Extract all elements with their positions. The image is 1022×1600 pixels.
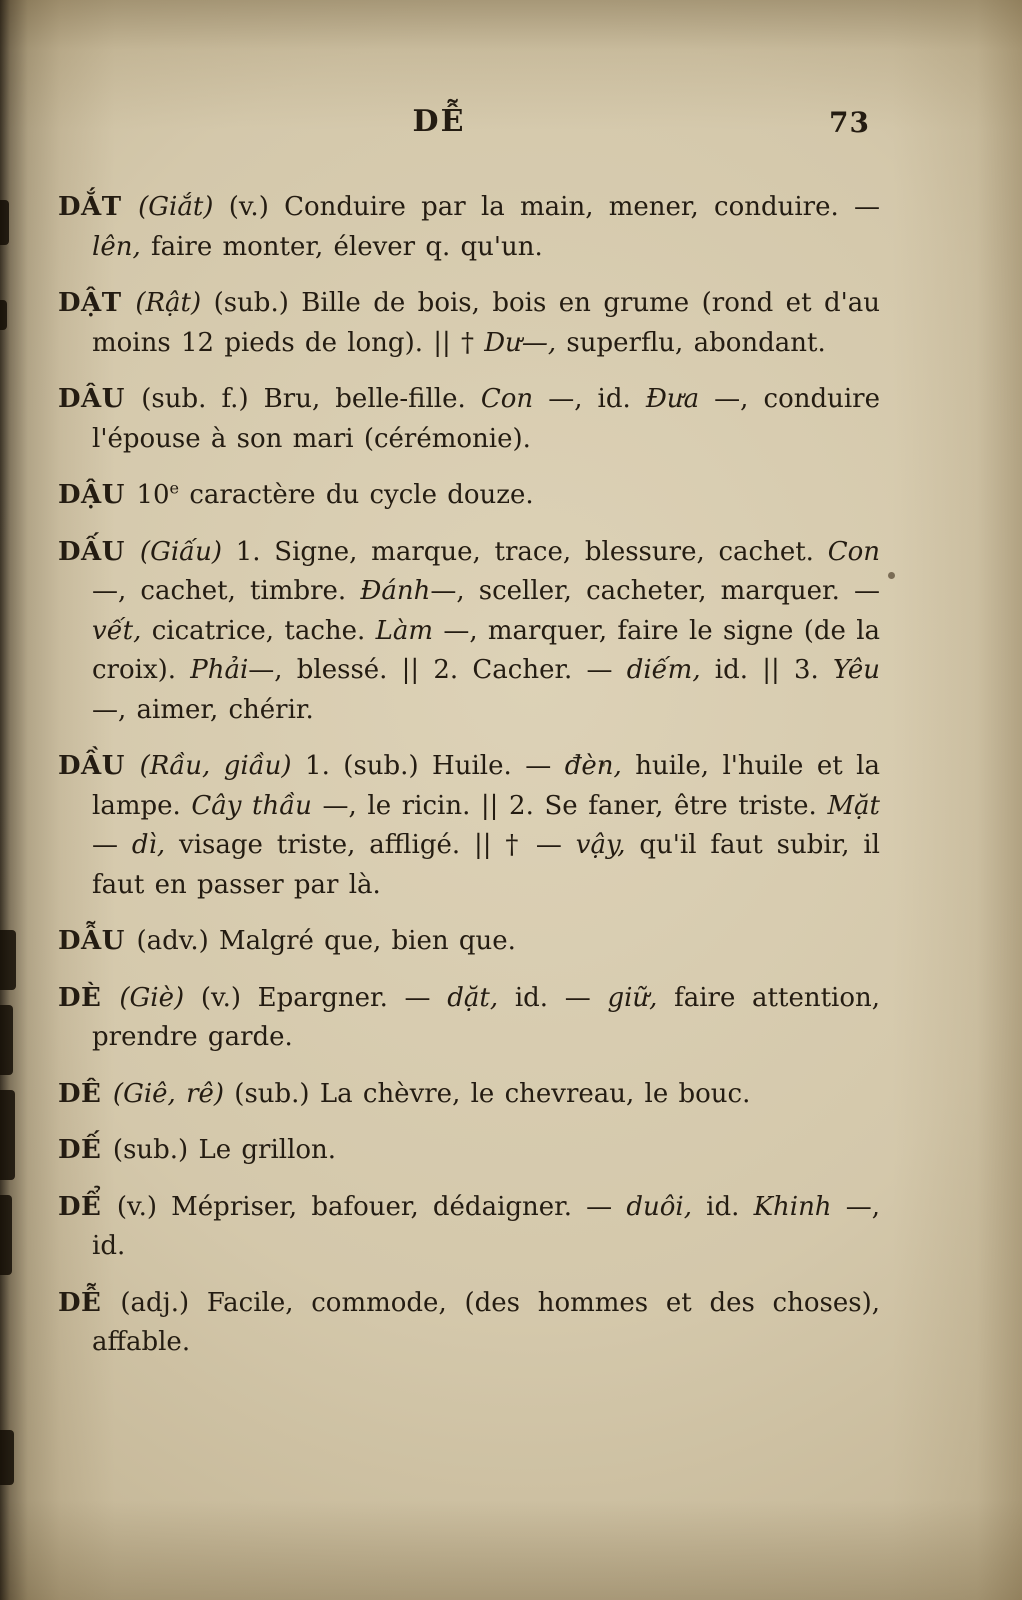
dictionary-entry — [58, 188, 880, 267]
entry-headword: DẪU — [58, 926, 137, 957]
entry-text-run: dặt, — [447, 982, 515, 1013]
dictionary-entry — [58, 922, 880, 962]
entry-text-run: id. — [706, 1191, 754, 1222]
entry-text-run: —, le ricin. || 2. Se faner, être triste. — [322, 790, 828, 821]
entry-headword: DẬT — [58, 288, 136, 319]
entry-text-run: —, sceller, cacheter, marquer. — — [430, 576, 881, 607]
entry-text-run: (Giấu) — [139, 536, 236, 567]
entry-headword: DẤU — [58, 536, 140, 567]
entry-text-run: duôi, — [626, 1191, 707, 1222]
entry-text-run: caractère du cycle douze. — [179, 480, 534, 511]
entry-text-run: —, id. — [92, 1191, 880, 1262]
entry-text-run: (v.) Mépriser, bafouer, dédaigner. — — [116, 1191, 627, 1222]
entry-headword: DỂ — [58, 1191, 117, 1222]
dictionary-entry — [58, 1131, 880, 1171]
entry-text-run: faire monter, élever q. qu'un. — [150, 231, 543, 262]
entry-text-run: (sub. f.) Bru, belle-fille. — [141, 384, 481, 415]
entry-headword: DẦU — [58, 751, 140, 782]
entry-text-run: Con — [827, 536, 880, 567]
dictionary-entry — [58, 979, 880, 1058]
entry-text-run: Đánh — [360, 576, 431, 607]
entry-text-run: dì, — [131, 830, 179, 861]
entry-text-run: (Rật) — [135, 288, 214, 319]
text-block — [58, 104, 880, 1380]
entry-text-run: (Giè) — [119, 982, 201, 1013]
page-number: 73 — [829, 106, 870, 139]
page-edge-mark — [0, 1090, 15, 1180]
entry-text-run: —, conduire l'épouse à son mari (cérémonie). — [92, 384, 880, 454]
entry-text-run: 10 — [136, 480, 170, 511]
entry-text-run: Dư—, — [484, 327, 567, 358]
entry-headword: DẾ — [58, 1135, 113, 1166]
entry-text-run: vậy, — [575, 830, 640, 861]
page-edge-mark — [0, 1005, 13, 1075]
entry-text-run: (sub.) Le grillon. — [112, 1135, 337, 1166]
dictionary-entry — [58, 747, 880, 905]
page-edge-mark — [0, 1430, 14, 1485]
entry-text-run: Yêu — [832, 655, 880, 686]
entry-text-run: Con — [480, 384, 549, 415]
entries — [58, 188, 880, 1363]
page-header — [58, 104, 880, 160]
entry-text-run: 1. (sub.) Huile. — — [305, 751, 565, 782]
entry-text-run: (adv.) Malgré que, bien que. — [136, 926, 516, 957]
entry-text-run: lên, — [92, 231, 151, 262]
entry-text-run: —, blessé. || 2. Cacher. — — [248, 655, 627, 686]
page-edge-mark — [0, 1195, 12, 1275]
entry-text-run: (Giê, rê) — [112, 1078, 235, 1109]
entry-headword: DẮT — [58, 192, 139, 222]
entry-headword: DÈ — [58, 982, 120, 1013]
entry-headword: DỄ — [58, 1287, 121, 1318]
dictionary-entry — [58, 533, 880, 731]
entry-headword: DÊ — [58, 1078, 113, 1109]
entry-text-run: id. — — [514, 982, 608, 1013]
dictionary-entry — [58, 1284, 880, 1363]
entry-text-run: Đưa — [645, 384, 715, 415]
entry-text-run: —, cachet, timbre. — [92, 576, 361, 607]
entry-text-run: (sub.) La chèvre, le chevreau, le bouc. — [234, 1078, 751, 1109]
entry-text-run: —, marquer, faire le signe (de la croix). — [92, 615, 881, 686]
entry-text-run: Làm — [375, 615, 444, 646]
entry-text-run: e — [169, 478, 180, 498]
entry-text-run: Khinh — [753, 1191, 846, 1222]
entry-text-run: giữ, — [607, 982, 675, 1013]
entry-text-run: qu'il faut subir, il faut en passer par là. — [92, 830, 880, 900]
dictionary-entry — [58, 1075, 880, 1115]
entry-headword: DÂU — [58, 384, 142, 415]
entry-text-run: huile, l'huile et la lampe. — [92, 751, 880, 821]
entry-text-run: —, id. — [548, 384, 646, 415]
entry-text-run: faire attention, prendre garde. — [92, 982, 881, 1053]
entry-text-run: —, aimer, chérir. — [92, 694, 314, 725]
dictionary-entry — [58, 284, 880, 363]
entry-headword: DẬU — [58, 480, 137, 511]
entry-text-run: (Rầu, giầu) — [139, 751, 306, 782]
entry-text-run: (adj.) Facile, commode, (des hommes et des choses), affable. — [92, 1287, 880, 1358]
entry-text-run: vết, — [92, 615, 152, 646]
entry-text-run: Mặt — [827, 790, 881, 821]
entry-text-run: (v.) Conduire par la main, mener, conduire. — — [228, 192, 880, 222]
running-head: DỄ — [412, 104, 466, 139]
entry-text-run: id. || 3. — [714, 655, 833, 686]
entry-text-run: cicatrice, tache. — [151, 615, 376, 646]
entry-text-run: superflu, abondant. — [566, 327, 826, 358]
entry-text-run: diếm, — [626, 655, 715, 686]
entry-text-run: 1. Signe, marque, trace, blessure, cachet. — [235, 536, 828, 567]
entry-text-run: (v.) Epargner. — — [200, 982, 448, 1013]
entry-text-run: đèn, — [564, 751, 636, 782]
dictionary-entry — [58, 476, 880, 516]
page-edge-mark — [0, 300, 7, 330]
page-edge-mark — [0, 200, 9, 245]
entry-text-run: (Giắt) — [138, 192, 229, 222]
entry-text-run: (sub.) Bille de bois, bois en grume (rond et d'au moins 12 pieds de long). || † — [92, 288, 881, 358]
entry-text-run: visage triste, affligé. || † — — [179, 830, 576, 861]
page-edge-mark — [0, 930, 16, 990]
dictionary-entry — [58, 1188, 880, 1267]
entry-text-run: — — [92, 830, 132, 861]
entry-text-run: Phải — [190, 655, 249, 686]
dictionary-entry — [58, 380, 880, 459]
paper-speck — [888, 572, 895, 579]
entry-text-run: Cây thầu — [191, 790, 323, 821]
